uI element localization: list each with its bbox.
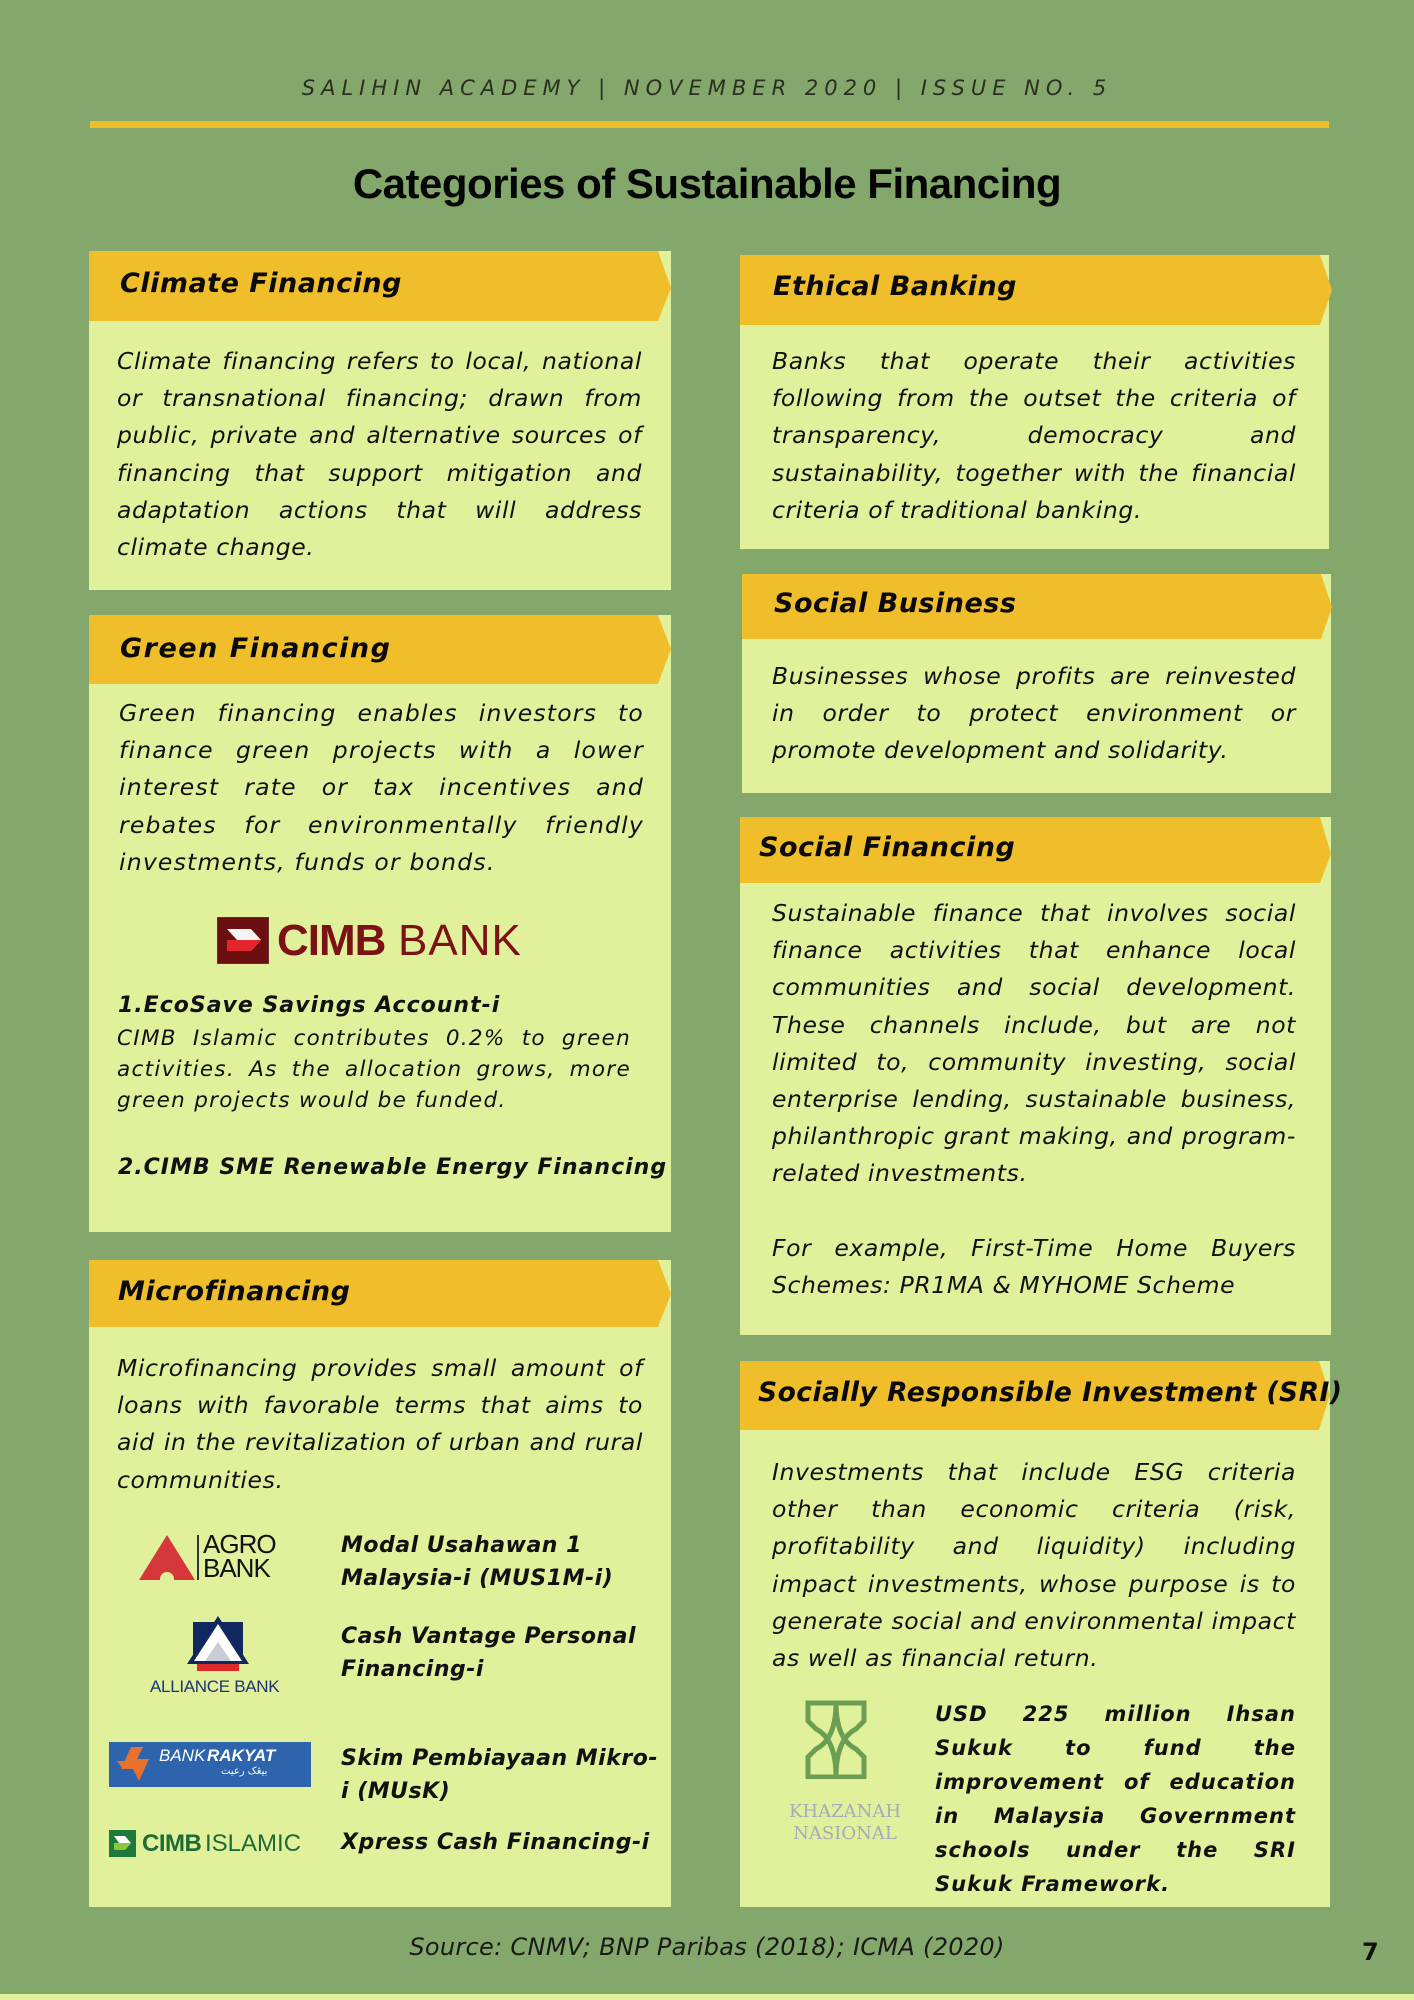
khazanah-logo [770,1699,920,1849]
agrobank-logo [139,1529,289,1585]
card-title: Social Financing [759,832,1016,863]
product-label: Cash Vantage Personal Financing-i [341,1624,636,1682]
card-title: Socially Responsible Investment (SRI) [758,1377,1343,1408]
product-label: Skim Pembiayaan Mikro-i (MUsK) [341,1746,658,1804]
card-body: Banks that operate their activities following from the outset the criteria of transparency, democracy and sustainability, together with the financial criteria of traditional banking. [772,347,1296,524]
alliance-a-icon [183,1616,253,1672]
product-description: CIMB Islamic contributes 0.2% to green activities. As the allocation grows, more green projects would be funded. [117,1026,631,1113]
sukuk-highlight: USD 225 million Ihsan Sukuk to fund the improvement of education in Malaysia Government schools under the SRI Sukuk Framework. [935,1702,1296,1896]
cimb-islamic-chevron-icon [109,1830,136,1857]
cimb-islamic-logo-bold: CIMB [142,1830,202,1857]
khazanah-emblem-icon [800,1699,872,1779]
cimb-islamic-logo [109,1830,319,1858]
bank-rakyat-logo-bold: RAKYAT [207,1746,276,1765]
card-title: Social Business [774,588,1017,619]
logo-divider [197,1535,199,1580]
product-label: Xpress Cash Financing-i [341,1830,650,1855]
card-climate-financing [89,251,671,590]
card-social-financing [740,817,1331,1335]
card-title: Green Financing [120,633,392,664]
issue-line: SALIHIN ACADEMY | NOVEMBER 2020 | ISSUE NO. 5 [301,76,1113,100]
source-citation: Source: CNMV; BNP Paribas (2018); ICMA (2020) [409,1933,1005,1961]
cimb-logo-bold: CIMB [277,916,386,965]
card-sri [740,1361,1343,1907]
card-body: Sustainable finance that involves social finance activities that enhance local communities and social development. These channels include, but are not limited to, community investing, social enterprise lending, sustainable business, philanthropic grant making, and program-related investments. [772,899,1296,1188]
bank-rakyat-logo-light: BANK [159,1746,206,1765]
khazanah-logo-line2: NASIONAL [793,1823,897,1844]
agrobank-triangle-icon [139,1535,195,1581]
page-title: Categories of Sustainable Financing [352,160,1062,207]
card-body: Microfinancing provides small amount of loans with favorable terms that aims to aid in the revitalization of urban and rural communities. [117,1354,643,1494]
example-text: For example, First-Time Home Buyers Schemes: PR1MA & MYHOME Scheme [772,1234,1296,1300]
header-divider [90,121,1329,128]
alliance-bank-logo [147,1616,297,1696]
card-body: Investments that include ESG criteria other than economic criteria (risk, profitability and liquidity) including impact investments, whose purpose is to generate social and environmental impact as well as financial return. [772,1458,1296,1673]
card-ethical-banking [740,255,1329,549]
card-body: Businesses whose profits are reinvested in order to protect environment or promote development and solidarity. [772,662,1296,765]
agrobank-logo-line2: BANK [203,1553,270,1583]
cimb-chevron-icon [217,917,269,964]
card-social-business [742,574,1331,793]
agrobank-logo-line1: AGRO [203,1529,276,1559]
cimb-bank-logo [217,916,522,965]
cimb-logo-light: BANK [398,916,522,965]
alliance-logo-text: ALLIANCE BANK [150,1677,280,1696]
card-microfinancing [89,1260,671,1907]
bank-rakyat-logo-script: بيڠک رعيت [221,1766,268,1777]
card-green-financing [89,615,671,1232]
product-title: 2.CIMB SME Renewable Energy Financing [118,1155,668,1180]
bottom-strip [0,1994,1414,2000]
page-number: 7 [1362,1938,1379,1966]
card-title: Microfinancing [118,1276,351,1307]
card-title: Ethical Banking [773,271,1017,302]
cimb-islamic-logo-light: ISLAMIC [205,1830,302,1857]
bank-rakyat-logo [109,1742,311,1787]
khazanah-logo-line1: KHAZANAH [788,1801,902,1822]
card-title: Climate Financing [120,268,402,299]
bank-rakyat-emblem-icon [117,1747,153,1781]
product-title: 1.EcoSave Savings Account-i [118,993,501,1018]
card-body: Green financing enables investors to finance green projects with a lower interest rate or tax incentives and rebates for environmentally friendly investments, funds or bonds. [119,699,644,876]
product-label: Modal Usahawan 1 Malaysia-i (MUS1M-i) [341,1533,614,1591]
card-body: Climate financing refers to local, national or transnational financing; drawn from public, private and alternative sources of financing that support mitigation and adaptation actions that will address climate change. [117,347,642,562]
